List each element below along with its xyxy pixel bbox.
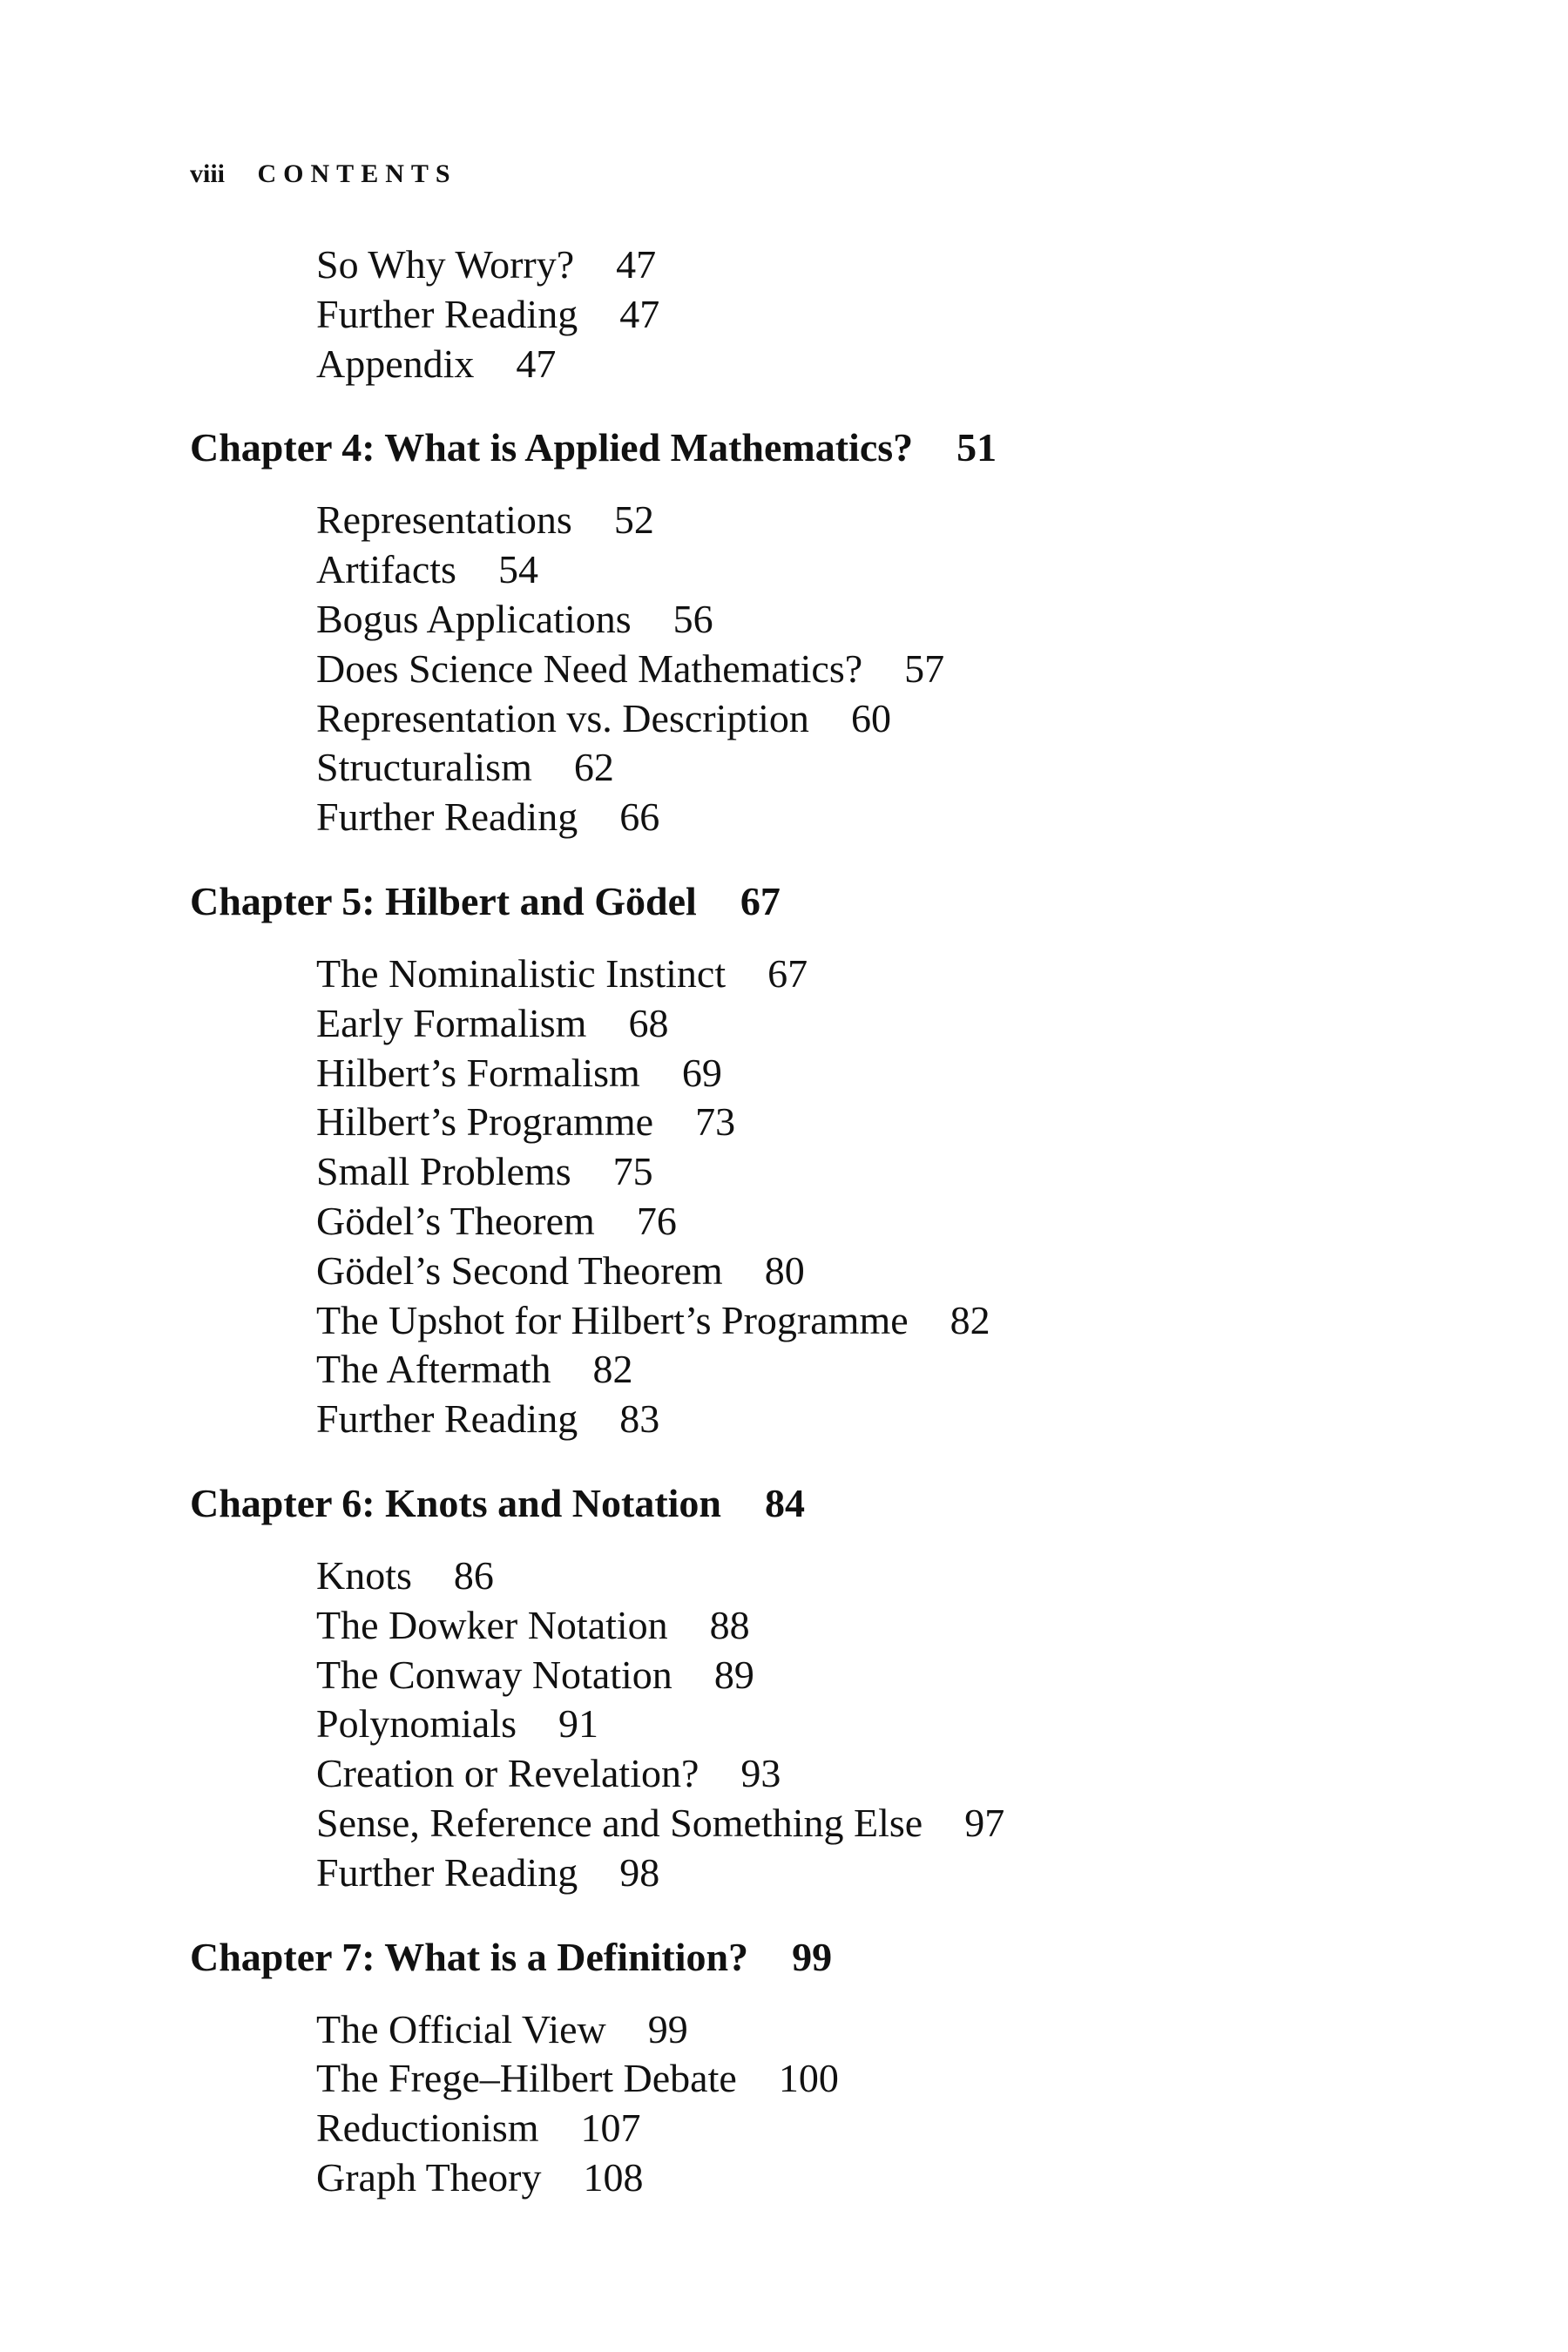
entry-page: 54 [497, 547, 538, 592]
continued-section-list [190, 240, 1453, 389]
chapter-page: 99 [792, 1934, 833, 1979]
toc-entry [316, 1749, 1453, 1799]
entry-page: 60 [850, 695, 891, 740]
section-list [190, 2005, 1453, 2203]
chapter-title: Chapter 4: What is Applied Mathematics? [190, 425, 914, 470]
entry-page: 99 [647, 2006, 688, 2051]
entry-title: Polynomials [316, 1701, 517, 1747]
toc-entry [316, 1651, 1453, 1700]
chapter-page: 84 [765, 1480, 805, 1525]
entry-title: Creation or Revelation? [316, 1751, 700, 1796]
running-head [190, 157, 457, 192]
toc-entry [316, 1049, 1453, 1098]
entry-page: 47 [616, 242, 657, 287]
entry-title: Further Reading [316, 1396, 578, 1442]
toc-entry [316, 793, 1453, 842]
toc-entry [316, 496, 1453, 545]
entry-page: 100 [778, 2056, 839, 2101]
entry-title: Further Reading [316, 1849, 578, 1895]
entry-page: 56 [672, 596, 713, 641]
entry-page: 89 [713, 1652, 754, 1697]
entry-page: 57 [904, 645, 945, 691]
page-number: viii [190, 159, 226, 188]
entry-page: 91 [558, 1701, 599, 1747]
entry-title: Early Formalism [316, 1000, 587, 1045]
entry-title: The Official View [316, 2006, 606, 2051]
toc-entry [316, 2153, 1453, 2203]
entry-title: Bogus Applications [316, 596, 632, 641]
entry-page: 82 [592, 1347, 633, 1392]
toc-entry [316, 1799, 1453, 1848]
entry-page: 82 [950, 1297, 990, 1342]
toc-entry [316, 1848, 1453, 1898]
toc-entry [316, 1296, 1453, 1346]
entry-title: Hilbert’s Programme [316, 1099, 654, 1145]
entry-page: 88 [709, 1602, 750, 1647]
toc-entry [316, 1601, 1453, 1651]
entry-title: The Nominalistic Instinct [316, 950, 727, 996]
entry-title: Further Reading [316, 794, 578, 840]
toc-entry [316, 2005, 1453, 2055]
toc-entry [316, 1197, 1453, 1247]
toc-entry [316, 1395, 1453, 1444]
entry-title: Representation vs. Description [316, 695, 809, 740]
entry-title: The Upshot for Hilbert’s Programme [316, 1297, 909, 1342]
toc-entry [316, 545, 1453, 595]
entry-page: 62 [573, 745, 614, 790]
section-list [190, 496, 1453, 842]
entry-title: Hilbert’s Formalism [316, 1050, 640, 1095]
section-list [190, 950, 1453, 1444]
entry-page: 75 [612, 1149, 653, 1194]
entry-title: The Dowker Notation [316, 1602, 668, 1647]
entry-page: 52 [613, 497, 654, 543]
toc-entry [316, 645, 1453, 694]
toc-entry [316, 240, 1453, 290]
entry-title: Gödel’s Theorem [316, 1198, 595, 1243]
entry-page: 97 [964, 1800, 1005, 1845]
toc-entry [316, 2054, 1453, 2104]
entry-title: The Aftermath [316, 1347, 551, 1392]
entry-page: 108 [583, 2154, 644, 2200]
toc-entry [316, 2104, 1453, 2153]
entry-title: The Frege–Hilbert Debate [316, 2056, 737, 2101]
entry-title: The Conway Notation [316, 1652, 672, 1697]
toc-entry [316, 743, 1453, 793]
entry-page: 93 [740, 1751, 781, 1796]
entry-page: 83 [619, 1396, 660, 1442]
entry-page: 86 [453, 1552, 494, 1598]
running-head-title: CONTENTS [257, 159, 457, 188]
entry-page: 80 [764, 1247, 805, 1293]
toc-entry [316, 1098, 1453, 1147]
chapter-page: 51 [956, 425, 997, 470]
toc-entry [316, 595, 1453, 645]
chapter-title: Chapter 5: Hilbert and Gödel [190, 878, 697, 923]
chapter-title: Chapter 6: Knots and Notation [190, 1480, 721, 1525]
entry-title: Artifacts [316, 547, 456, 592]
chapter-heading [190, 877, 1453, 926]
entry-title: Further Reading [316, 291, 578, 336]
table-of-contents [190, 240, 1453, 2203]
entry-page: 76 [636, 1198, 677, 1243]
entry-title: Small Problems [316, 1149, 571, 1194]
entry-page: 66 [619, 794, 660, 840]
entry-title: Representations [316, 497, 572, 543]
chapter-page: 67 [740, 878, 781, 923]
entry-title: Reductionism [316, 2105, 539, 2151]
toc-entry [316, 340, 1453, 389]
entry-page: 107 [580, 2105, 641, 2151]
chapter-heading [190, 423, 1453, 472]
toc-entry [316, 694, 1453, 744]
toc-entry [316, 290, 1453, 340]
entry-title: Graph Theory [316, 2154, 542, 2200]
entry-title: Does Science Need Mathematics? [316, 645, 863, 691]
entry-title: Appendix [316, 341, 475, 386]
toc-entry [316, 1147, 1453, 1197]
entry-page: 68 [628, 1000, 669, 1045]
toc-entry [316, 1247, 1453, 1296]
entry-title: Knots [316, 1552, 412, 1598]
entry-page: 69 [681, 1050, 722, 1095]
entry-title: Gödel’s Second Theorem [316, 1247, 723, 1293]
chapter-heading [190, 1479, 1453, 1528]
entry-page: 98 [619, 1849, 660, 1895]
entry-title: So Why Worry? [316, 242, 575, 287]
entry-page: 73 [695, 1099, 736, 1145]
toc-entry [316, 1345, 1453, 1395]
entry-page: 47 [516, 341, 557, 386]
entry-page: 67 [767, 950, 808, 996]
chapter-title: Chapter 7: What is a Definition? [190, 1934, 749, 1979]
toc-entry [316, 950, 1453, 999]
toc-entry [316, 1700, 1453, 1749]
chapter-heading [190, 1933, 1453, 1982]
entry-page: 47 [619, 291, 660, 336]
toc-entry [316, 999, 1453, 1049]
entry-title: Structuralism [316, 745, 532, 790]
section-list [190, 1551, 1453, 1898]
toc-entry [316, 1551, 1453, 1601]
entry-title: Sense, Reference and Something Else [316, 1800, 923, 1845]
